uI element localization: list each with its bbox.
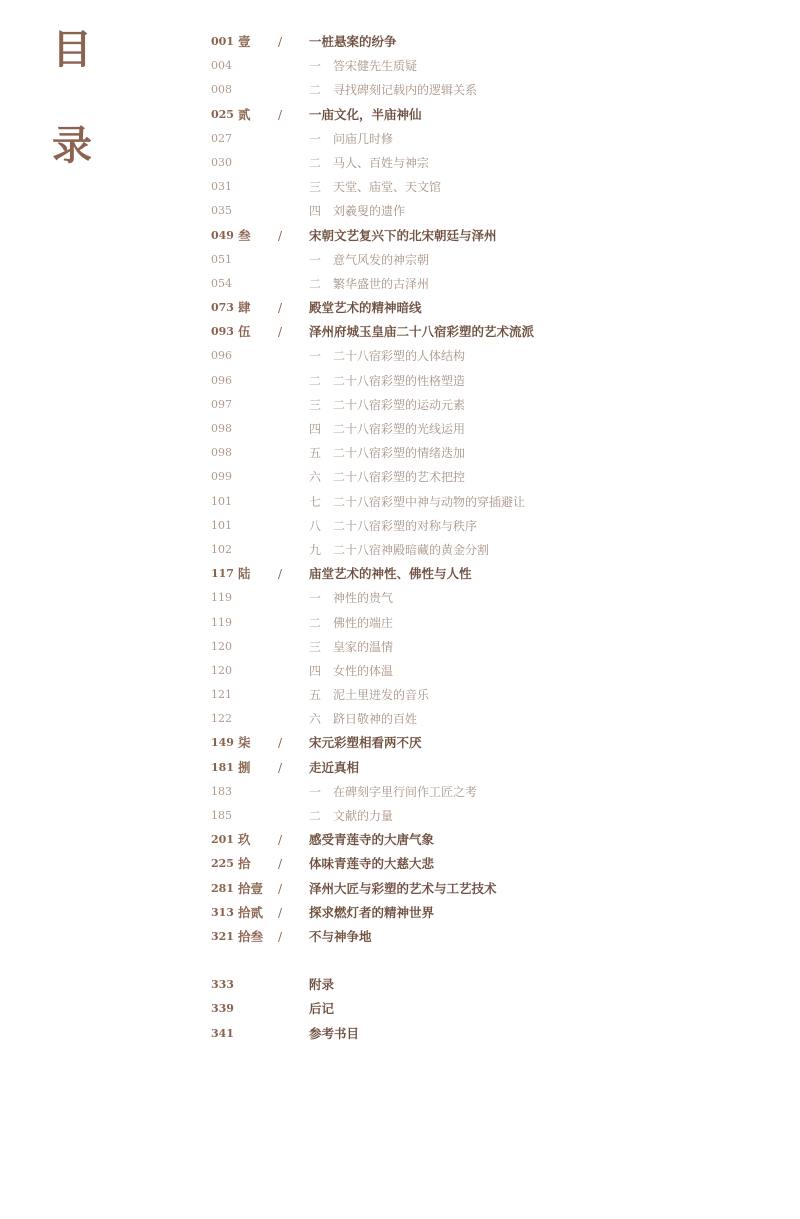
page-number: 097 <box>211 397 232 411</box>
page-number: 120 <box>211 639 232 653</box>
chapter-number: 壹 <box>238 34 251 49</box>
separator-slash: / <box>278 325 283 340</box>
toc-section-entry[interactable] <box>211 344 771 368</box>
page-number: 030 <box>211 155 232 169</box>
chapter-number: 拾叁 <box>238 928 264 944</box>
section-number: 五 <box>309 446 322 461</box>
page-number: 201 <box>211 833 234 847</box>
section-number: 七 <box>309 494 322 509</box>
section-title: 问庙几时修 <box>333 131 394 146</box>
separator-slash: / <box>278 881 283 896</box>
separator-slash: / <box>278 301 283 316</box>
chapter-title: 一桩悬案的纷争 <box>309 34 397 49</box>
page-number: 333 <box>211 978 234 992</box>
chapter-number: 伍 <box>238 324 251 340</box>
chapter-number: 玖 <box>238 832 251 848</box>
page-number: 341 <box>211 1026 234 1040</box>
toc-chapter-entry[interactable] <box>211 103 771 127</box>
page-number: 098 <box>211 422 232 435</box>
backmatter-title: 参考书目 <box>309 1025 360 1041</box>
page-number: 101 <box>211 518 232 532</box>
chapter-title: 宋朝文艺复兴下的北宋朝廷与泽州 <box>309 227 497 243</box>
separator-slash: / <box>278 228 283 243</box>
chapter-title: 走近真相 <box>309 759 360 775</box>
toc-chapter-entry[interactable] <box>211 901 771 925</box>
toc-section-entry[interactable] <box>211 707 771 731</box>
chapter-number: 陆 <box>238 566 251 582</box>
toc-chapter-entry[interactable] <box>211 852 771 876</box>
toc-chapter-entry[interactable] <box>211 30 771 54</box>
chapter-number: 拾 <box>238 856 251 872</box>
page-number: 054 <box>211 276 232 290</box>
section-number: 一 <box>309 252 322 267</box>
toc-section-entry[interactable] <box>211 417 771 441</box>
toc-section-entry[interactable] <box>211 248 771 272</box>
toc-section-entry[interactable] <box>211 538 771 562</box>
chapter-number: 肆 <box>238 300 251 316</box>
toc-section-entry[interactable] <box>211 151 771 175</box>
section-title: 女性的体温 <box>333 663 394 678</box>
section-title: 天堂、庙堂、天文馆 <box>333 180 442 195</box>
page-number: 121 <box>211 688 232 702</box>
toc-section-entry[interactable] <box>211 175 771 199</box>
toc-section-entry[interactable] <box>211 78 771 102</box>
section-title: 二十八宿彩塑的对称与秩序 <box>333 518 478 533</box>
toc-spacer <box>211 949 771 973</box>
chapter-number: 贰 <box>238 106 251 122</box>
toc-section-entry[interactable] <box>211 199 771 223</box>
section-number: 二 <box>309 373 322 388</box>
section-title: 佛性的端庄 <box>333 615 394 630</box>
page-title-char: 录 <box>52 122 92 169</box>
section-title: 神性的贵气 <box>333 591 394 606</box>
page-number: 093 <box>211 325 234 339</box>
section-title: 答宋健先生质疑 <box>333 59 418 74</box>
page-number: 101 <box>211 494 232 508</box>
toc-chapter-entry[interactable] <box>211 562 771 586</box>
chapter-title: 宋元彩塑相看两不厌 <box>309 735 422 751</box>
separator-slash: / <box>278 107 283 122</box>
separator-slash: / <box>278 905 283 920</box>
page-number: 119 <box>211 591 232 605</box>
section-number: 九 <box>309 542 322 557</box>
section-number: 八 <box>309 518 322 533</box>
toc-section-entry[interactable] <box>211 369 771 393</box>
section-number: 一 <box>309 59 322 74</box>
section-number: 二 <box>309 615 322 630</box>
section-number: 二 <box>309 83 322 98</box>
page-number: 051 <box>211 252 232 266</box>
section-number: 二 <box>309 155 322 170</box>
page-number: 181 <box>211 760 234 774</box>
page-title-char: 目 <box>52 26 92 73</box>
toc-section-entry[interactable] <box>211 272 771 296</box>
toc-backmatter-entry[interactable] <box>211 973 771 997</box>
section-number: 二 <box>309 276 322 291</box>
section-title: 二十八宿彩塑的艺术把控 <box>333 470 466 485</box>
section-number: 二 <box>309 809 322 823</box>
backmatter-title: 后记 <box>309 1001 335 1017</box>
section-title: 马人、百姓与神宗 <box>333 155 430 170</box>
toc-chapter-entry[interactable] <box>211 877 771 901</box>
toc-section-entry[interactable] <box>211 804 771 828</box>
section-number: 六 <box>309 712 322 727</box>
toc-section-entry[interactable] <box>211 54 771 78</box>
toc-backmatter-entry[interactable] <box>211 1022 771 1046</box>
section-title: 文献的力量 <box>333 809 394 823</box>
section-number: 六 <box>309 470 322 485</box>
section-title: 繁华盛世的古泽州 <box>333 276 430 291</box>
page-number: 120 <box>211 663 232 677</box>
section-title: 跻日敬神的百姓 <box>333 712 418 727</box>
section-title: 泥土里迸发的音乐 <box>333 688 430 703</box>
chapter-title: 庙堂艺术的神性、佛性与人性 <box>309 566 472 582</box>
chapter-title: 感受青莲寺的大唐气象 <box>309 832 435 848</box>
chapter-title: 一庙文化，半庙神仙 <box>309 106 422 122</box>
separator-slash: / <box>278 929 283 944</box>
page-number: 117 <box>211 567 234 581</box>
page-number: 281 <box>211 881 234 895</box>
section-title: 二十八宿彩塑中神与动物的穿插避让 <box>333 494 526 509</box>
section-title: 在碑刻字里行间作工匠之考 <box>333 784 478 799</box>
chapter-title: 体味青莲寺的大慈大悲 <box>309 856 435 872</box>
section-number: 一 <box>309 784 322 799</box>
page-number: 035 <box>211 204 232 218</box>
page-number: 096 <box>211 373 232 387</box>
section-number: 四 <box>309 204 322 219</box>
page-number: 183 <box>211 784 232 798</box>
toc-chapter-entry[interactable] <box>211 320 771 344</box>
toc-chapter-entry[interactable] <box>211 828 771 852</box>
toc-section-entry[interactable] <box>211 635 771 659</box>
chapter-title: 不与神争地 <box>309 928 372 944</box>
page-number: 313 <box>211 905 234 919</box>
section-title: 二十八宿彩塑的性格塑造 <box>333 373 466 388</box>
toc-backmatter-entry[interactable] <box>211 997 771 1021</box>
toc-section-entry[interactable] <box>211 586 771 610</box>
section-number: 三 <box>309 639 322 654</box>
section-title: 二十八宿彩塑的情绪迭加 <box>333 446 466 461</box>
toc-section-entry[interactable] <box>211 659 771 683</box>
table-of-contents <box>211 30 771 1046</box>
page-number: 049 <box>211 228 234 242</box>
toc-section-entry[interactable] <box>211 514 771 538</box>
page-number: 099 <box>211 470 232 484</box>
page-number: 339 <box>211 1002 234 1016</box>
page-number: 004 <box>211 59 232 73</box>
section-number: 五 <box>309 688 322 703</box>
chapter-number: 柒 <box>238 735 251 751</box>
section-title: 二十八宿彩塑的人体结构 <box>333 349 466 364</box>
section-number: 一 <box>309 591 322 606</box>
chapter-title: 探求燃灯者的精神世界 <box>309 904 435 920</box>
chapter-number: 叁 <box>238 227 251 243</box>
toc-section-entry[interactable] <box>211 441 771 465</box>
page-number: 096 <box>211 349 232 363</box>
section-number: 四 <box>309 422 322 436</box>
toc-chapter-entry[interactable] <box>211 296 771 320</box>
section-title: 二十八宿彩塑的运动元素 <box>333 397 466 412</box>
page-number: 149 <box>211 736 234 750</box>
section-title: 皇家的温情 <box>333 639 394 654</box>
toc-chapter-entry[interactable] <box>211 756 771 780</box>
page-number: 122 <box>211 712 232 726</box>
page-title <box>50 26 94 169</box>
toc-section-entry[interactable] <box>211 393 771 417</box>
page-number: 001 <box>211 35 234 48</box>
section-number: 一 <box>309 131 322 146</box>
page-number: 027 <box>211 131 232 145</box>
separator-slash: / <box>278 567 283 582</box>
toc-section-entry[interactable] <box>211 683 771 707</box>
toc-section-entry[interactable] <box>211 611 771 635</box>
chapter-title: 殿堂艺术的精神暗线 <box>309 300 422 316</box>
toc-chapter-entry[interactable] <box>211 224 771 248</box>
separator-slash: / <box>278 736 283 751</box>
toc-section-entry[interactable] <box>211 465 771 489</box>
page-number: 321 <box>211 929 234 943</box>
chapter-title: 泽州府城玉皇庙二十八宿彩塑的艺术流派 <box>309 324 535 340</box>
page-number: 185 <box>211 809 232 822</box>
section-title: 二十八宿彩塑的光线运用 <box>333 422 466 436</box>
toc-section-entry[interactable] <box>211 127 771 151</box>
separator-slash: / <box>278 35 283 49</box>
page-number: 098 <box>211 446 232 460</box>
page-number: 008 <box>211 83 232 97</box>
separator-slash: / <box>278 760 283 775</box>
section-number: 三 <box>309 397 322 412</box>
toc-chapter-entry[interactable] <box>211 731 771 755</box>
separator-slash: / <box>278 857 283 872</box>
chapter-number: 拾贰 <box>238 904 264 920</box>
page-number: 225 <box>211 857 234 871</box>
section-title: 意气风发的神宗朝 <box>333 252 430 267</box>
page-number: 102 <box>211 542 232 556</box>
chapter-title: 泽州大匠与彩塑的艺术与工艺技术 <box>309 880 497 896</box>
section-number: 三 <box>309 180 322 195</box>
chapter-number: 拾壹 <box>238 880 264 896</box>
section-number: 四 <box>309 663 322 678</box>
toc-section-entry[interactable] <box>211 780 771 804</box>
toc-chapter-entry[interactable] <box>211 925 771 949</box>
backmatter-title: 附录 <box>309 977 335 993</box>
section-title: 二十八宿神殿暗藏的黄金分割 <box>333 542 490 557</box>
section-title: 刘羲叟的遗作 <box>333 204 406 219</box>
section-number: 一 <box>309 349 322 364</box>
separator-slash: / <box>278 833 283 848</box>
page-number: 031 <box>211 180 232 194</box>
chapter-number: 捌 <box>238 759 251 775</box>
page-number: 119 <box>211 615 232 629</box>
page-number: 073 <box>211 301 234 315</box>
toc-section-entry[interactable] <box>211 490 771 514</box>
section-title: 寻找碑刻记载内的逻辑关系 <box>333 83 478 98</box>
page-number: 025 <box>211 107 234 121</box>
